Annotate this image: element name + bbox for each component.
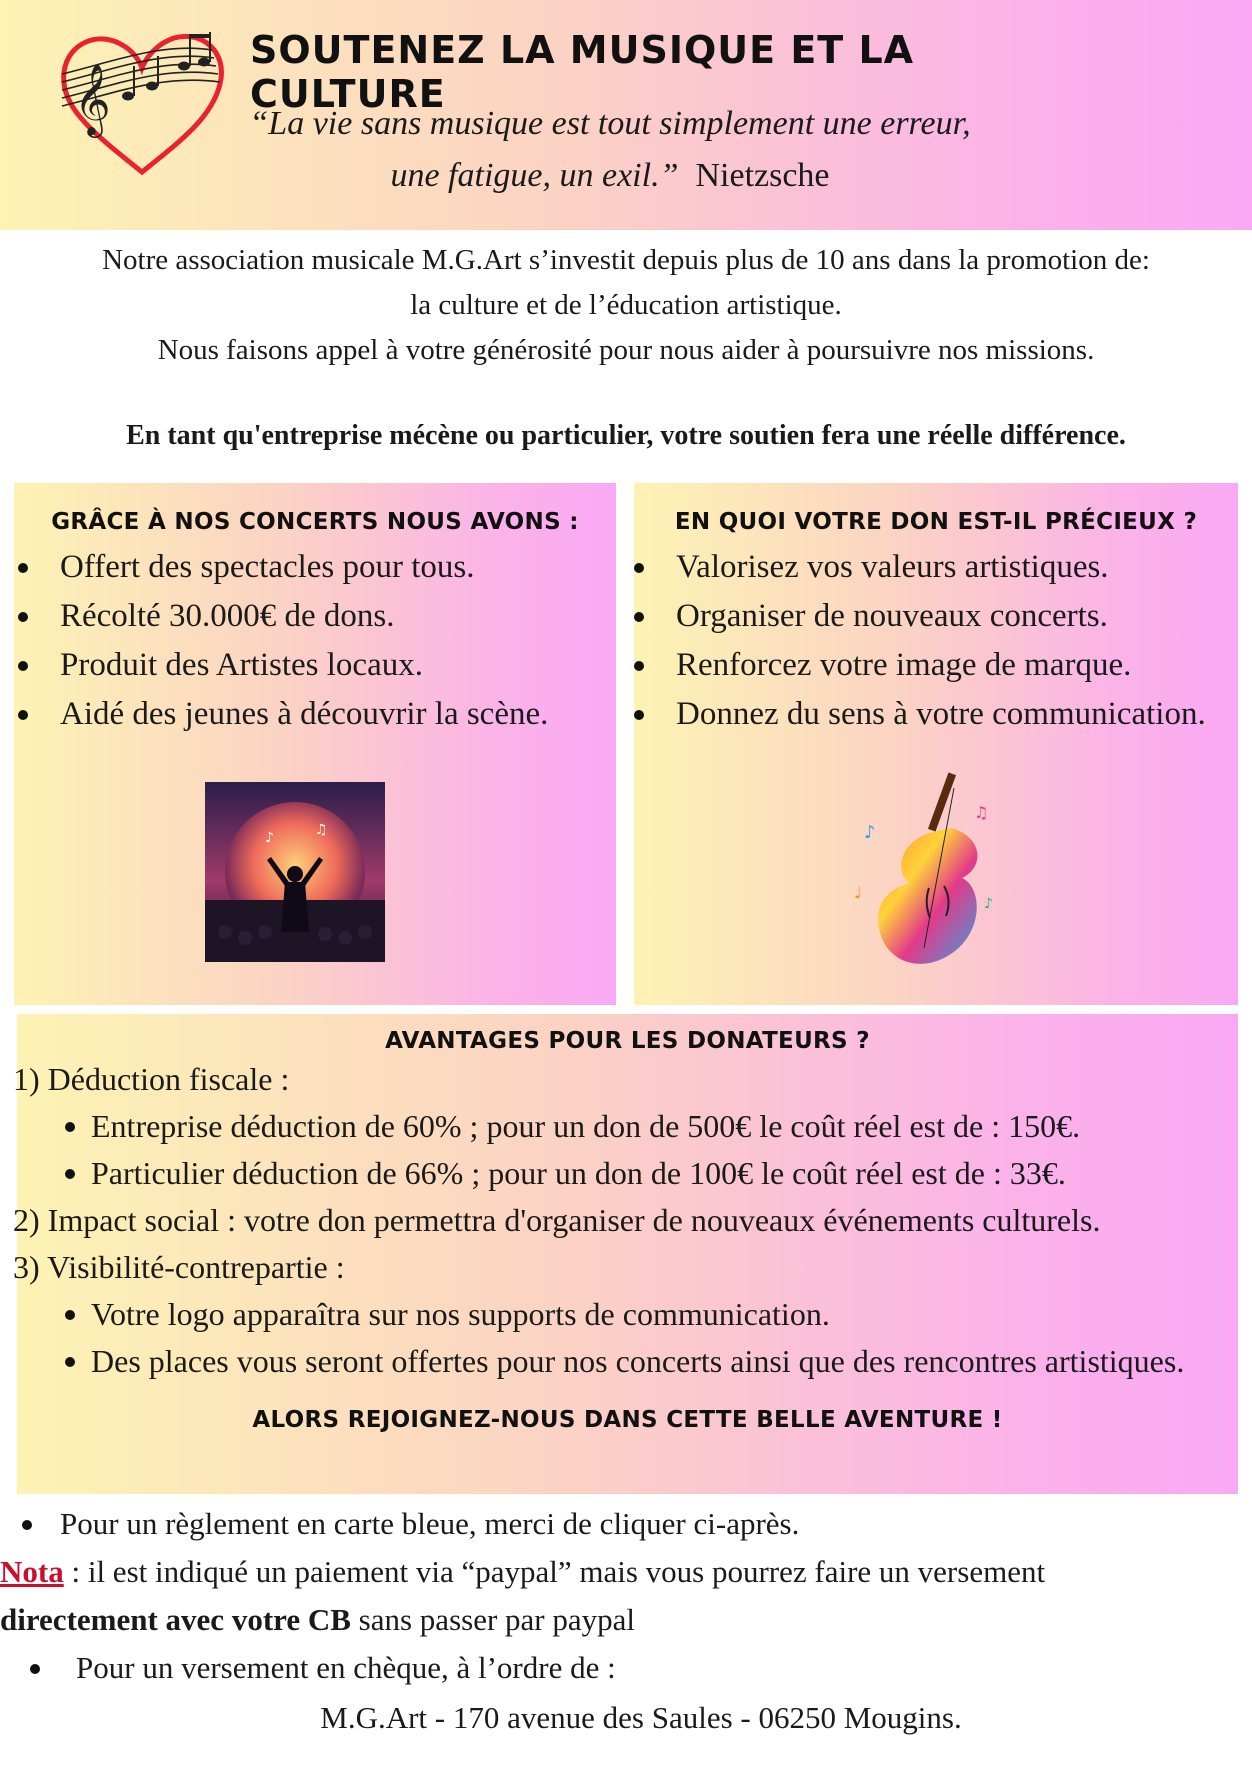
conductor-concert-image <box>205 782 385 962</box>
precious-box <box>634 483 1238 1005</box>
colorful-violin-image <box>834 768 1014 978</box>
payment-footer <box>0 1500 1252 1742</box>
nietzsche-quote <box>230 98 990 202</box>
quote-line-2: une fatigue, un exil.” <box>390 157 679 194</box>
list-item: Récolté 30.000€ de dons. <box>14 592 616 641</box>
nota-bold: directement avec votre CB <box>0 1602 351 1637</box>
nota-end: sans passer par paypal <box>350 1602 635 1637</box>
quote-line-1: “La vie sans musique est tout simplement une erreur, <box>249 105 971 142</box>
concerts-heading: GRÂCE À NOS CONCERTS NOUS AVONS : <box>51 509 579 535</box>
svg-text:♫: ♫ <box>974 803 989 822</box>
list-item: Particulier déduction de 66% ; pour un don de 100€ le coût réel est de : 33€. <box>41 1150 1238 1197</box>
nota-text: : il est indiqué un paiement via “paypal” mais vous pourrez faire un versement <box>63 1554 1046 1589</box>
svg-text:♪: ♪ <box>864 822 876 843</box>
precious-list <box>630 543 1238 739</box>
precious-heading: EN QUOI VOTRE DON EST-IL PRÉCIEUX ? <box>674 509 1198 535</box>
visibility-list <box>41 1291 1238 1385</box>
list-item: Renforcez votre image de marque. <box>630 641 1238 690</box>
list-item: Des places vous seront offertes pour nos concerts ainsi que des rencontres artistiques. <box>41 1338 1238 1385</box>
nota-line <box>0 1548 1252 1596</box>
cheque-payment-list <box>26 1644 1252 1692</box>
list-item: Offert des spectacles pour tous. <box>14 543 616 592</box>
intro-line-2: la culture et de l’éducation artistique. <box>410 289 842 321</box>
intro-line-1: Notre association musicale M.G.Art s’investit depuis plus de 10 ans dans la promotion de: <box>102 244 1150 276</box>
page-title: SOUTENEZ LA MUSIQUE ET LA CULTURE <box>250 28 915 116</box>
header-banner <box>0 0 1252 230</box>
tax-deduction-list <box>41 1103 1238 1197</box>
nota-link[interactable]: Nota <box>0 1554 64 1589</box>
svg-text:𝄞: 𝄞 <box>74 62 111 135</box>
card-payment-list <box>18 1500 1252 1548</box>
card-payment-item: Pour un règlement en carte bleue, merci de cliquer ci-après. <box>18 1500 1252 1548</box>
tax-deduction-label: 1) Déduction fiscale : <box>13 1061 290 1097</box>
intro-line-3: Nous faisons appel à votre générosité pour nous aider à poursuivre nos missions. <box>157 334 1095 366</box>
advantages-box <box>13 1014 1238 1494</box>
visibility-label: 3) Visibilité-contrepartie : <box>13 1249 345 1285</box>
svg-text:♪: ♪ <box>265 830 274 846</box>
list-item: Aidé des jeunes à découvrir la scène. <box>14 690 616 739</box>
intro-text <box>20 238 1232 373</box>
svg-text:♫: ♫ <box>315 822 328 838</box>
cheque-payment-item: Pour un versement en chèque, à l’ordre de : <box>26 1644 1252 1692</box>
svg-text:♪: ♪ <box>984 896 993 912</box>
list-item: Donnez du sens à votre communication. <box>630 690 1238 739</box>
heart-music-staff-icon <box>52 22 232 182</box>
concerts-box <box>14 483 616 1005</box>
list-item: Valorisez vos valeurs artistiques. <box>630 543 1238 592</box>
join-call-to-action: ALORS REJOIGNEZ-NOUS DANS CETTE BELLE AVENTURE ! <box>252 1407 1003 1433</box>
quote-author: Nietzsche <box>695 157 830 194</box>
svg-text:♩: ♩ <box>854 883 862 902</box>
list-item: Votre logo apparaîtra sur nos supports de communication. <box>41 1291 1238 1338</box>
advantages-heading: AVANTAGES POUR LES DONATEURS ? <box>385 1028 870 1054</box>
concerts-list <box>14 543 616 739</box>
list-item: Entreprise déduction de 60% ; pour un don de 500€ le coût réel est de : 150€. <box>41 1103 1238 1150</box>
postal-address: M.G.Art - 170 avenue des Saules - 06250 Mougins. <box>320 1700 962 1735</box>
nota-line-2 <box>0 1596 1252 1644</box>
list-item: Organiser de nouveaux concerts. <box>630 592 1238 641</box>
lead-statement: En tant qu'entreprise mécène ou particulier, votre soutien fera une réelle différence. <box>126 420 1126 451</box>
social-impact-text: 2) Impact social : votre don permettra d'organiser de nouveaux événements culturels. <box>13 1202 1101 1238</box>
list-item: Produit des Artistes locaux. <box>14 641 616 690</box>
